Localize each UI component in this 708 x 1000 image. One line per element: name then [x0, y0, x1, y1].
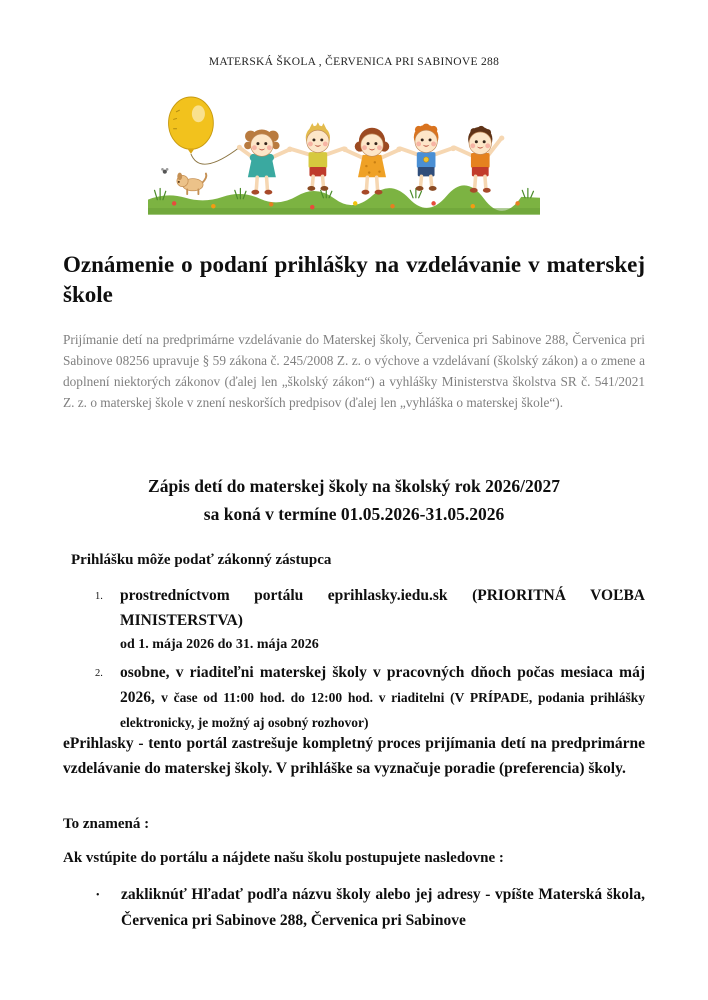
to-znamena-heading: To znamená :: [63, 816, 150, 832]
bullet-icon: •: [96, 890, 100, 901]
page-title: Oznámenie o podaní prihlášky na vzdelávanie v materskej škole: [63, 252, 645, 308]
list-item: [63, 584, 645, 656]
grass-strip: [148, 185, 540, 214]
child-boy-blue: [400, 124, 452, 191]
list-item-number: 1.: [95, 591, 103, 602]
list-item-number: 2.: [95, 667, 103, 679]
enrollment-notice: [63, 472, 645, 528]
in-person-option-details: v čase od 11:00 hod. do 12:00 hod. v riaditelni (V PRÍPADE, podania prihlášky elektronicky, je možný aj osobný rozhovor): [120, 689, 646, 730]
bullet-list: [63, 882, 645, 934]
child-boy-orange: [454, 126, 504, 193]
enrollment-notice-line1: Zápis detí do materskej školy na školský rok 2026/2027: [148, 476, 560, 496]
bullet-item-text: zakliknúť Hľadať podľa názvu školy alebo jej adresy - vpíšte Materská škola, Červenica pri Sabinove 288, Červenica pri Sabinove: [121, 886, 645, 930]
list-item-text: [120, 661, 645, 735]
in-person-option-text: osobne, v riaditeľni materskej školy v pracovných dňoch počas mesiaca máj 2026,: [120, 663, 645, 706]
child-girl-orange: [346, 128, 398, 195]
balloon-icon: [169, 97, 240, 164]
numbered-list: [63, 584, 645, 740]
puppy-icon: [177, 173, 206, 194]
document-header: MATERSKÁ ŠKOLA , ČERVENICA PRI SABINOVE 288: [208, 56, 500, 68]
who-can-apply-heading: Prihlášku môže podať zákonný zástupca: [71, 552, 332, 568]
child-boy-yellow: [292, 122, 344, 191]
child-girl-teal: [237, 129, 288, 194]
portal-option-dates: od 1. mája 2026 do 31. mája 2026: [120, 636, 319, 652]
intro-paragraph: Prijímanie detí na predprimárne vzdelávanie do Materskej školy, Červenica pri Sabinove 288, Červenica pri Sabinove 08256 upravuje § 59 zákona č. 245/2008 Z. z. o výchove a vzdelávaní (školský zákon) a o zmene a doplnení niektorých zákonov (ďalej len „školský zákon“) a vyhlášky Ministerstva školstva SR č. 541/2021 Z. z. o materskej škole v znení neskorších predpisov (ďalej len „vyhláška o materskej škole“).: [63, 332, 645, 410]
list-item: [63, 882, 645, 934]
children-illustration: [148, 90, 540, 216]
list-item-text: [120, 584, 645, 656]
bug-icon: [161, 168, 168, 174]
list-item: [63, 661, 645, 735]
eprihlasky-paragraph: ePrihlasky - tento portál zastrešuje kompletný proces prijímania detí na predprimárne vzdelávanie do materskej školy. V prihláške sa vyznačuje poradie (preferencia) školy.: [63, 735, 645, 778]
portal-option-text: prostredníctvom portálu eprihlasky.iedu.sk (PRIORITNÁ VOĽBA MINISTERSTVA): [120, 587, 645, 629]
enrollment-notice-line2: sa koná v termíne 01.05.2026-31.05.2026: [203, 504, 505, 524]
instructions-heading: Ak vstúpite do portálu a nájdete našu školu postupujete nasledovne :: [63, 850, 504, 866]
